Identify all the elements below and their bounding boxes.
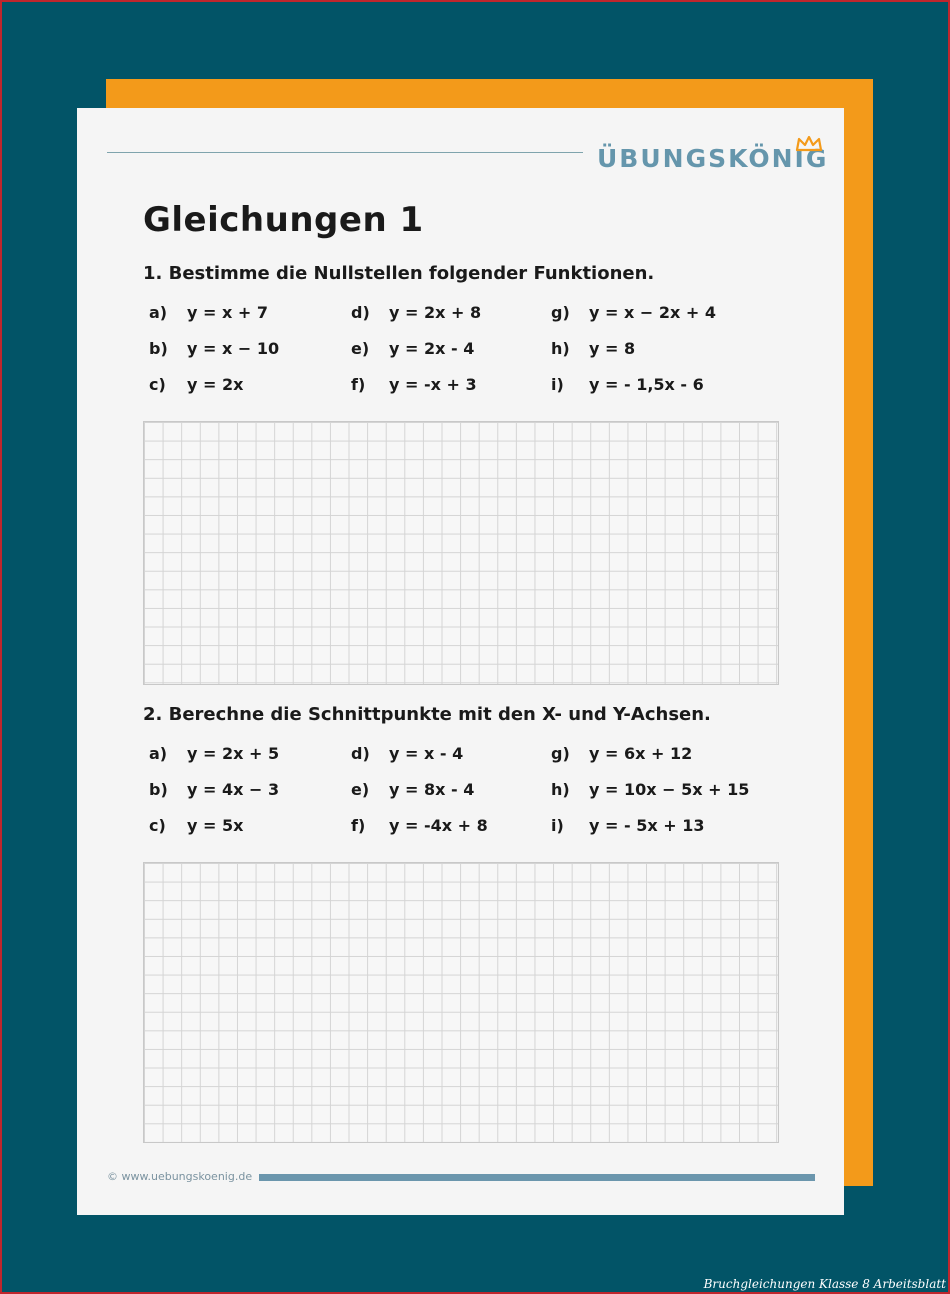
task2-item-b (149, 780, 279, 799)
task2-item-d (351, 744, 463, 763)
equation: y = - 1,5x - 6 (589, 375, 704, 394)
item-label: f) (351, 375, 366, 394)
task2-item-h (551, 780, 749, 799)
task2-item-f (351, 816, 488, 835)
item-label: e) (351, 780, 370, 799)
worksheet-page (77, 108, 844, 1215)
brand-logo-text: ÜBUNGSKÖNIG (597, 144, 829, 173)
equation: y = 2x + 5 (187, 744, 280, 763)
item-label: a) (149, 744, 168, 763)
item-label: e) (351, 339, 370, 358)
equation: y = x − 10 (187, 339, 280, 358)
task1-answer-grid[interactable] (143, 421, 779, 685)
footer-url: © www.uebungskoenig.de (107, 1170, 253, 1183)
task2-item-c (149, 816, 243, 835)
item-label: b) (149, 780, 168, 799)
equation: y = -x + 3 (389, 375, 477, 394)
task1-item-f (351, 375, 477, 394)
task1-heading: 1. Bestimme die Nullstellen folgender Funktionen. (143, 263, 655, 284)
task1-item-c (149, 375, 243, 394)
task1-item-i (551, 375, 704, 394)
image-caption: Bruchgleichungen Klasse 8 Arbeitsblatt (703, 1277, 946, 1291)
task2-item-i (551, 816, 704, 835)
task1-item-g (551, 303, 716, 322)
task1-item-a (149, 303, 268, 322)
item-label: h) (551, 780, 570, 799)
item-label: i) (551, 375, 564, 394)
item-label: d) (351, 303, 370, 322)
item-label: h) (551, 339, 570, 358)
equation: y = -4x + 8 (389, 816, 488, 835)
equation: y = 8 (589, 339, 636, 358)
task2-item-a (149, 744, 279, 763)
equation: y = 10x − 5x + 15 (589, 780, 750, 799)
task2-item-e (351, 780, 474, 799)
item-label: g) (551, 303, 570, 322)
task1-item-h (551, 339, 635, 358)
header-divider (107, 152, 583, 153)
item-label: f) (351, 816, 366, 835)
item-label: i) (551, 816, 564, 835)
task1-item-b (149, 339, 279, 358)
footer-bar (259, 1174, 815, 1181)
equation: y = - 5x + 13 (589, 816, 705, 835)
task2-answer-grid[interactable] (143, 862, 779, 1143)
equation: y = 2x - 4 (389, 339, 475, 358)
equation: y = 4x − 3 (187, 780, 280, 799)
item-label: c) (149, 375, 166, 394)
item-label: a) (149, 303, 168, 322)
equation: y = x − 2x + 4 (589, 303, 716, 322)
item-label: c) (149, 816, 166, 835)
crown-icon (795, 136, 823, 152)
equation: y = x + 7 (187, 303, 268, 322)
task2-item-g (551, 744, 692, 763)
task1-item-d (351, 303, 481, 322)
item-label: b) (149, 339, 168, 358)
item-label: g) (551, 744, 570, 763)
equation: y = 8x - 4 (389, 780, 475, 799)
equation: y = x - 4 (389, 744, 464, 763)
page-title: Gleichungen 1 (143, 200, 424, 240)
equation: y = 5x (187, 816, 244, 835)
equation: y = 2x (187, 375, 244, 394)
item-label: d) (351, 744, 370, 763)
task2-heading: 2. Berechne die Schnittpunkte mit den X- und Y-Achsen. (143, 704, 711, 725)
task1-item-e (351, 339, 474, 358)
equation: y = 6x + 12 (589, 744, 693, 763)
equation: y = 2x + 8 (389, 303, 482, 322)
